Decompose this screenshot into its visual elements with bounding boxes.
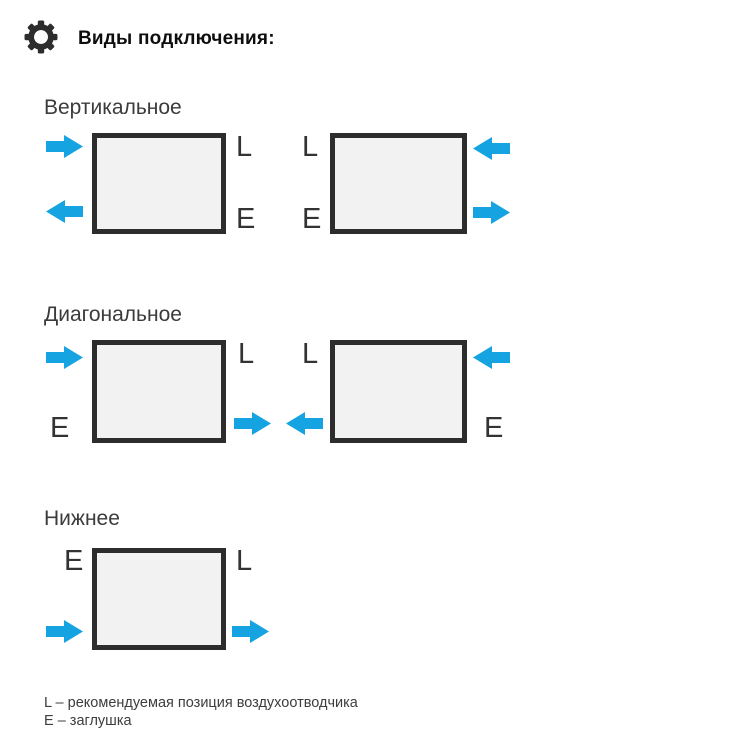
radiator-diagonal-right xyxy=(330,340,467,443)
arrow-left-icon xyxy=(286,412,323,435)
radiator-diagonal-left xyxy=(92,340,226,443)
arrow-left-icon xyxy=(473,346,510,369)
section-label-vertical: Вертикальное xyxy=(44,96,182,119)
arrow-right-icon xyxy=(46,620,83,643)
legend-line-l: L – рекомендуемая позиция воздухоотводчика xyxy=(44,695,358,711)
legend xyxy=(44,694,358,730)
marker-plug: E xyxy=(236,203,256,235)
marker-plug: E xyxy=(302,203,322,235)
radiator-vertical-right xyxy=(330,133,467,234)
arrow-left-icon xyxy=(473,137,510,160)
arrow-left-icon xyxy=(46,200,83,223)
legend-line-e: E – заглушка xyxy=(44,713,132,729)
marker-air-vent: L xyxy=(236,545,253,577)
marker-air-vent: L xyxy=(302,338,319,370)
page-title: Виды подключения: xyxy=(78,28,275,49)
marker-plug: E xyxy=(484,412,504,444)
arrow-right-icon xyxy=(232,620,269,643)
radiator-bottom xyxy=(92,548,226,650)
marker-air-vent: L xyxy=(236,131,253,163)
arrow-right-icon xyxy=(46,135,83,158)
marker-air-vent: L xyxy=(302,131,319,163)
radiator-vertical-left xyxy=(92,133,226,234)
section-label-diagonal: Диагональное xyxy=(44,303,182,326)
section-label-bottom: Нижнее xyxy=(44,507,120,530)
arrow-right-icon xyxy=(473,201,510,224)
marker-plug: E xyxy=(50,412,70,444)
marker-plug: E xyxy=(64,545,84,577)
arrow-right-icon xyxy=(46,346,83,369)
gear-icon xyxy=(24,20,58,54)
marker-air-vent: L xyxy=(238,338,255,370)
arrow-right-icon xyxy=(234,412,271,435)
